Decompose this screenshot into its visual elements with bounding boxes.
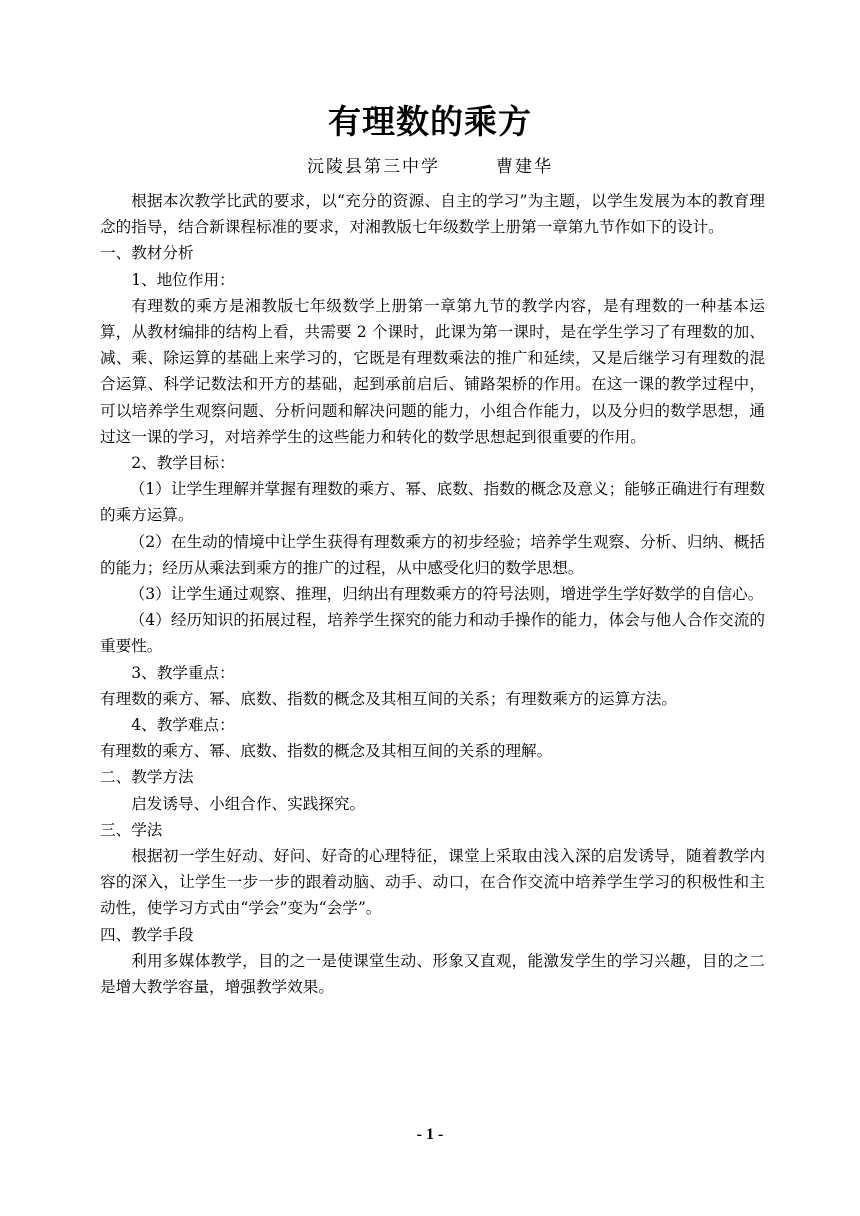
subheading-key-points: 3、教学重点：: [131, 663, 235, 682]
subheading-role: 1、地位作用：: [131, 270, 235, 289]
learning-methods-paragraph: 根据初一学生好动、好问、好奇的心理特征，课堂上采取由浅入深的启发诱导，随着教学内容的深入，让学生一步一步的跟着动脑、动手、动口，在合作交流中培养学生学习的积极性和主动性，使学习方式由“学会”变为“会学”。: [100, 847, 765, 918]
school-name: 沅陵县第三中学: [307, 157, 440, 177]
objective-item-2: （2）在生动的情境中让学生获得有理数乘方的初步经验；培养学生观察、分析、归纳、概括的能力；经历从乘法到乘方的推广的过程，从中感受化归的数学思想。: [100, 532, 765, 577]
teaching-methods-paragraph: 启发诱导、小组合作、实践探究。: [131, 794, 366, 813]
document-body: [100, 188, 765, 1000]
section-heading-teaching-methods: 二、教学方法: [100, 768, 194, 787]
difficulties-paragraph: 有理数的乘方、幂、底数、指数的概念及其相互间的关系的理解。: [100, 742, 553, 761]
subheading-objectives: 2、教学目标：: [131, 454, 235, 473]
objective-item-4: （4）经历知识的拓展过程，培养学生探究的能力和动手操作的能力，体会与他人合作交流的重要性。: [100, 611, 765, 656]
role-paragraph: 有理数的乘方是湘教版七年级数学上册第一章第九节的教学内容，是有理数的一种基本运算，从教材编排的结构上看，共需要 2 个课时，此课为第一课时，是在学生学习了有理数的加、减、乘、除运算的基础上来学习的，它既是有理数乘法的推广和延续，又是后继学习有理数的混合运算、科学记数法和开方的基础，起到承前启后、铺路架桥的作用。在这一课的教学过程中，可以培养学生观察问题、分析问题和解决问题的能力，小组合作能力，以及分归的数学思想，通过这一课的学习，对培养学生的这些能力和转化的数学思想起到很重要的作用。: [100, 296, 765, 446]
teaching-means-paragraph: 利用多媒体教学，目的之一是使课堂生动、形象又直观，能激发学生的学习兴趣，目的之二是增大教学容量，增强教学效果。: [100, 951, 765, 997]
objective-item-3: （3）让学生通过观察、推理，归纳出有理数乘方的符号法则，增进学生学好数学的自信心。: [129, 585, 764, 604]
page-number: - 1 -: [416, 1126, 444, 1143]
section-heading-learning-methods: 三、学法: [100, 820, 163, 839]
intro-paragraph: 根据本次教学比武的要求，以“充分的资源、自主的学习”为主题，以学生发展为本的教育理念的指导，结合新课程标准的要求，对湘教版七年级数学上册第一章第九节作如下的设计。: [100, 192, 765, 237]
byline: [0, 154, 860, 180]
objective-item-1: （1）让学生理解并掌握有理数的乘方、幂、底数、指数的概念及意义；能够正确进行有理数的乘方运算。: [100, 480, 765, 525]
document-title: 有理数的乘方: [328, 102, 532, 141]
section-heading-teaching-means: 四、教学手段: [100, 925, 194, 944]
subheading-difficulties: 4、教学难点：: [131, 716, 235, 735]
key-points-paragraph: 有理数的乘方、幂、底数、指数的概念及其相互间的关系；有理数乘方的运算方法。: [100, 689, 677, 708]
author-name: 曹建华: [496, 157, 553, 177]
section-heading-material-analysis: 一、教材分析: [100, 244, 194, 263]
